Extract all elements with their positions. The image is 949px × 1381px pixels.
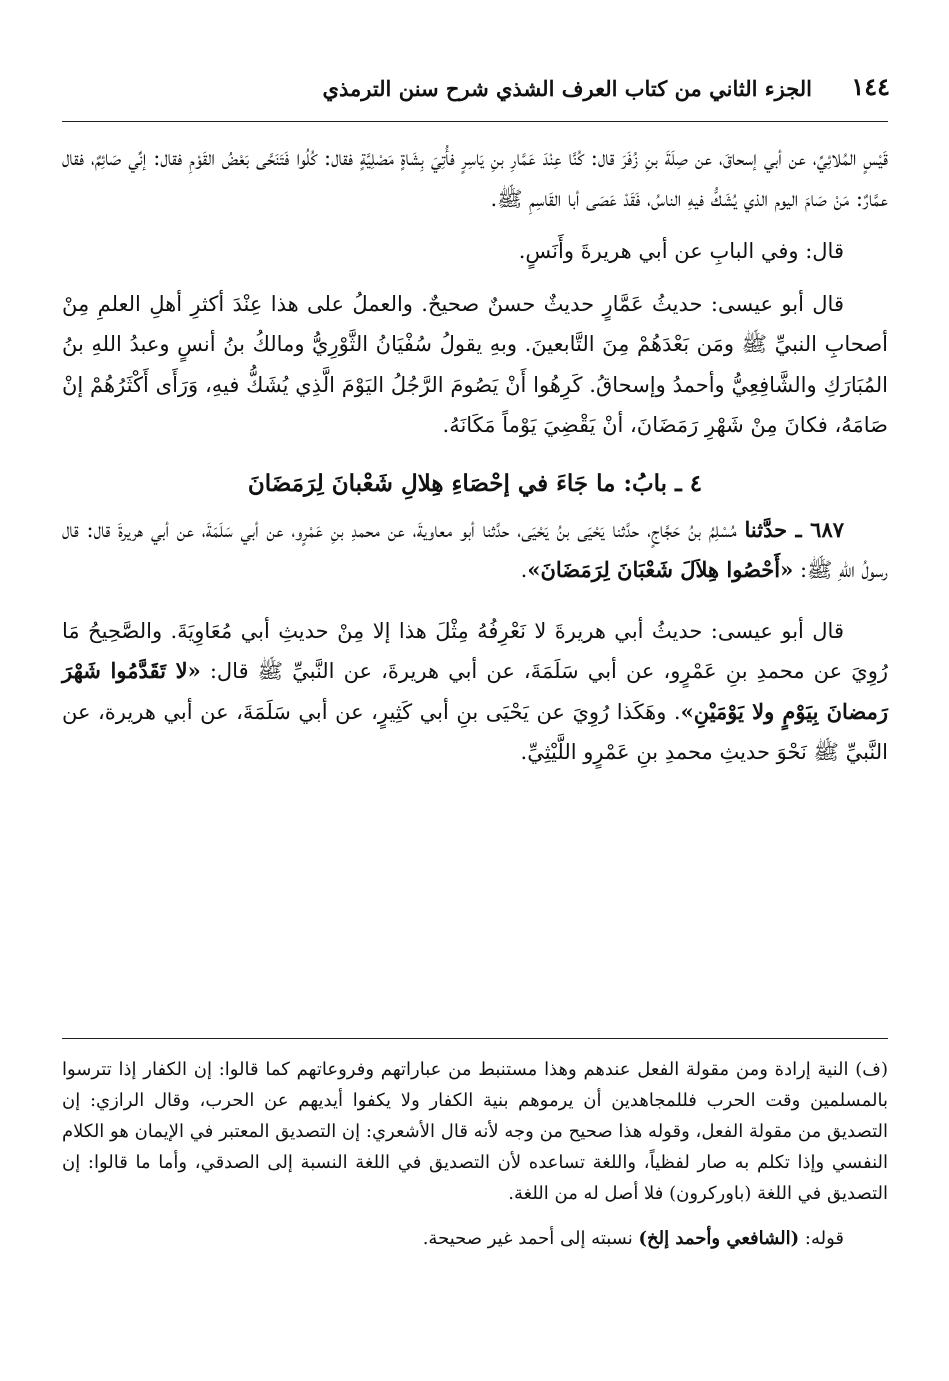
hadith-number: ٦٨٧ ـ حدَّثنا	[744, 516, 845, 542]
header-divider	[62, 121, 888, 122]
paragraph-abu-isa-second	[62, 611, 888, 773]
footnote-text: نسبته إلى أحمد غير صحيحة.	[422, 1228, 633, 1249]
footnote-prefix: قوله:	[804, 1228, 844, 1249]
footnote-shafii	[62, 1223, 888, 1254]
paragraph-start: قال أبو عيسى: حديثُ أبي هريرةَ لا نَعْرِفُهُ مِثْلَ هذا إلا مِنْ حديثِ أبي مُعَاوِيَةَ. والصَّحِيحُ مَا رُوِيَ عن محمدِ بنِ عَمْرٍو، عن أبي سَلَمَةَ، عن أبي هريرةَ، عن النَّبيِّ ﷺ قال:	[62, 618, 888, 683]
hadith-matn: «أَحْصُوا هِلاَلَ شَعْبَانَ لِرَمَضَانَ»	[527, 557, 794, 582]
footnote-niyya: (ف) النية إرادة ومن مقولة الفعل عندهم وهذا مستنبط من عباراتهم وفروعاتهم كما قالوا: إن الكفار إذا تترسوا بالمسلمين وقت الحرب فللمجاهدين أن يرموهم بنية الكفار ولا يكفوا أيديهم عن الحرب، وقال الرازي: إن التصديق من مقولة الفعل، وقوله هذا صحيح من وجه لأنه قال الأشعري: إن التصديق المعتبر في الإيمان هو الكلام النفسي وإذا تكلم به صار لفظياً، واللغة تساعده لأن التصديق في اللغة النسبة إلى الصدقي، وأما ما قالوا: إن التصديق في اللغة (باوركرون) فلا أصل له من اللغة.	[62, 1059, 888, 1204]
page-header	[60, 72, 890, 112]
paragraph-fi-al-bab: قال: وفي البابِ عن أبي هريرةَ وأَنَسٍ.	[518, 239, 844, 263]
chapter-title: ٤ ـ بابُ: ما جَاءَ في إحْصَاءِ هِلالِ شَعْبانَ لِرَمَضَانَ	[247, 469, 703, 497]
hadith-end: .	[520, 558, 528, 582]
running-title: الجزء الثاني من كتاب العرف الشذي شرح سنن الترمذي	[322, 76, 812, 101]
hadith-isnad: مُسْلِمُ بنُ حَجَّاجٍ، حدَّثنا يَحْيَى بنُ يَحْيَى، حدَّثنا أبو معاويةَ، عن محمدِ بنِ عَمْرٍو، عن أبي سَلَمَةَ، عن أبي هريرةَ قال: قال رسولُ اللهِ ﷺ:	[62, 517, 888, 582]
quoted-hadith: «لا تَقَدَّمُوا شَهْرَ رَمضانَ بِيَوْمٍ ولا يَوْمَيْنِ»	[62, 658, 888, 724]
main-text	[62, 138, 888, 773]
footnote-divider	[62, 1038, 888, 1039]
page-number: ١٤٤	[851, 72, 890, 101]
paragraph-end: . وهَكَذا رُوِيَ عن يَحْيَى بنِ أبي كَثِيرٍ، عن أبي سَلَمَةَ، عن أبي هريرة، عن النَّبيِّ ﷺ نَحْوَ حديثِ محمدِ بنِ عَمْرٍو اللَّيْثِيِّ.	[62, 699, 888, 764]
paragraph-qays-hadith: قَيْسٍ المُلائِيِّ، عن أبي إسحاقَ، عن صِلَةَ بنِ زُفَرَ قال: كُنَّا عِنْدَ عَمَّارِ بنِ يَاسِرٍ فأُتِيَ بِشَاةٍ مَصْلِيَّةٍ فقال: كُلُوا فَتَنَحَّى بَعْضُ القَوْمِ فقال: إنِّي صَائِمٌ، فقال عمَّارٌ: مَنْ صَامَ اليوم الذي يُشَكُّ فيهِ الناسُ، فَقَدْ عَصَى أبا القَاسِمِ ﷺ.	[62, 146, 888, 211]
paragraph-abu-isa-commentary: قال أبو عيسى: حديثُ عَمَّارٍ حديثٌ حسنٌ صحيحٌ. والعملُ على هذا عِنْدَ أكثرِ أهلِ العلمِ مِنْ أصحابِ النبيِّ ﷺ ومَن بَعْدَهُمْ مِنَ التَّابعينَ. وبهِ يقولُ سُفْيَانُ الثَّوْرِيُّ ومالكُ بنُ أنسٍ وعبدُ اللهِ بنُ المُبَارَكِ والشَّافِعِيُّ وأحمدُ وإسحاقُ. كَرِهُوا أَنْ يَصُومَ الرَّجُلُ اليَوْمَ الَّذِي يُشَكُّ فيهِ، وَرَأَى أَكْثَرُهُمْ إنْ صَامَهُ، فكانَ مِنْ شَهْرِ رَمَضَانَ، أنْ يَقْضِيَ يَوْماً مَكَانَهُ.	[62, 291, 888, 437]
footnote-quote: (الشافعي وأحمد إلخ)	[638, 1228, 800, 1249]
footnotes	[62, 1054, 888, 1254]
hadith-687	[62, 510, 888, 591]
